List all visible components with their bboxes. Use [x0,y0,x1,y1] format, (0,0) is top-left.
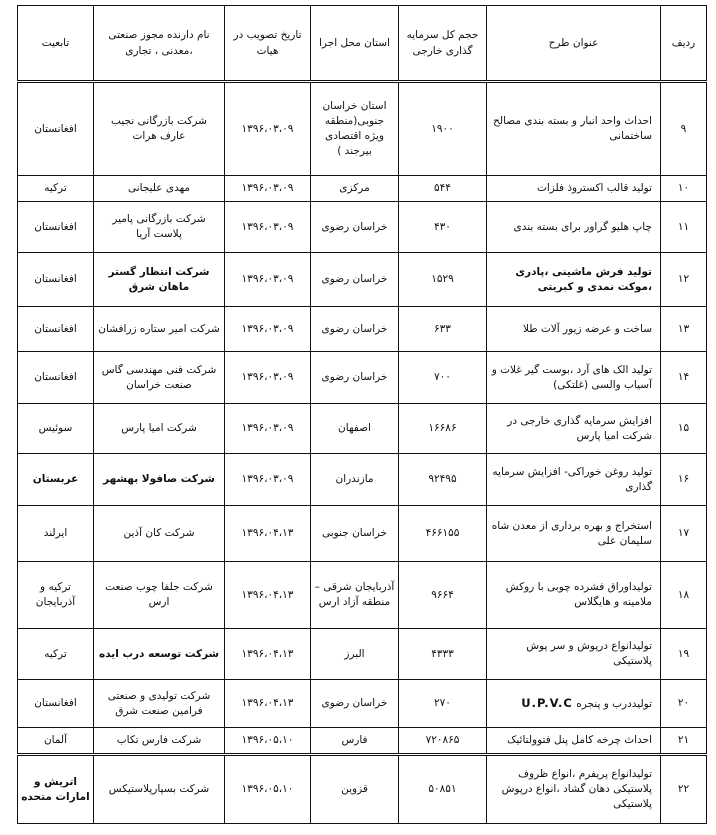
cell-province: خراسان رضوی [311,352,399,404]
cell-title: احداث چرخه کامل پنل فتوولتائیک [487,728,661,755]
cell-volume: ۴۶۶۱۵۵ [399,506,487,562]
cell-holder: شرکت بازرگانی پامیر پلاست آریا [94,202,225,253]
cell-province: فارس [311,728,399,755]
header-nationality: تابعیت [18,6,94,82]
cell-holder: شرکت بازرگانی نجیب عارف هرات [94,82,225,176]
table-row [18,454,707,506]
header-row-no: ردیف [661,6,707,82]
cell-nationality: اتریش و امارات متحده [18,755,94,824]
table-row [18,307,707,352]
cell-nationality: عربستان [18,454,94,506]
cell-row-no: ۱۳ [661,307,707,352]
cell-province: استان خراسان جنوبی(منطقه ویژه اقتصادی بیرجند ) [311,82,399,176]
cell-row-no: ۱۶ [661,454,707,506]
cell-province: خراسان جنوبی [311,506,399,562]
cell-holder: شرکت امیر ستاره زرافشان [94,307,225,352]
cell-row-no: ۱۸ [661,562,707,629]
cell-volume: ۱۵۲۹ [399,253,487,307]
table-row [18,404,707,454]
header-date: تاریخ تصویب در هیات [225,6,311,82]
cell-province: خراسان رضوی [311,680,399,728]
cell-holder: شرکت امیا پارس [94,404,225,454]
cell-row-no: ۱۴ [661,352,707,404]
cell-volume: ۴۳۰ [399,202,487,253]
cell-date: ۱۳۹۶،۰۳،۰۹ [225,253,311,307]
cell-nationality: افغانستان [18,202,94,253]
table-row [18,352,707,404]
cell-holder: شرکت جلفا چوب صنعت ارس [94,562,225,629]
cell-volume: ۶۳۳ [399,307,487,352]
cell-volume: ۵۴۴ [399,176,487,202]
cell-title: افزایش سرمایه گذاری خارجی در شرکت امیا پارس [487,404,661,454]
table-row [18,176,707,202]
cell-province: البرز [311,629,399,680]
table-row [18,562,707,629]
cell-title: تولید روغن خوراکی- افزایش سرمایه گذاری [487,454,661,506]
cell-holder: شرکت توسعه درب ایده [94,629,225,680]
cell-date: ۱۳۹۶،۰۵،۱۰ [225,755,311,824]
title-latin: U.P.V.C [521,695,573,710]
cell-title: تولید فرش ماشینی ،پادری ،موکت نمدی و کبریتی [487,253,661,307]
cell-province: خراسان رضوی [311,202,399,253]
cell-title: تولیدانواع پریفرم ،انواع ظروف پلاستیکی دهان گشاد ،انواع درپوش پلاستیکی [487,755,661,824]
cell-row-no: ۱۲ [661,253,707,307]
cell-row-no: ۱۷ [661,506,707,562]
cell-date: ۱۳۹۶،۰۳،۰۹ [225,352,311,404]
cell-holder: شرکت صافولا بهشهر [94,454,225,506]
cell-province: اصفهان [311,404,399,454]
cell-volume: ۹۲۴۹۵ [399,454,487,506]
cell-province: آذربایجان شرقی – منطقه آزاد ارس [311,562,399,629]
table-row [18,253,707,307]
table-row [18,506,707,562]
header-province: استان محل اجرا [311,6,399,82]
cell-volume: ۴۳۳۳ [399,629,487,680]
cell-title: استخراج و بهره برداری از معدن شاه سلیمان علی [487,506,661,562]
cell-row-no: ۱۵ [661,404,707,454]
cell-volume: ۹۶۶۴ [399,562,487,629]
title-text: تولیددرب و پنجره [576,697,652,710]
cell-volume: ۷۲۰۸۶۵ [399,728,487,755]
header-holder: نام دارنده مجوز صنعتی ،معدنی ، تجاری [94,6,225,82]
table-row [18,629,707,680]
cell-nationality: افغانستان [18,307,94,352]
table-row [18,202,707,253]
cell-row-no: ۱۹ [661,629,707,680]
cell-province: قزوین [311,755,399,824]
document-page [17,5,706,824]
cell-date: ۱۳۹۶،۰۳،۰۹ [225,82,311,176]
cell-nationality: سوئیس [18,404,94,454]
cell-nationality: ایرلند [18,506,94,562]
cell-nationality: ترکیه [18,176,94,202]
cell-holder: شرکت انتظار گستر ماهان شرق [94,253,225,307]
cell-row-no: ۱۱ [661,202,707,253]
cell-holder: شرکت تولیدی و صنعتی فرامین صنعت شرق [94,680,225,728]
header-title: عنوان طرح [487,6,661,82]
cell-title: تولید الک های آرد ،بوست گیر غلات و آسیاب والسی (غلتکی) [487,352,661,404]
cell-title: تولیدانواع درپوش و سر پوش پلاستیکی [487,629,661,680]
cell-date: ۱۳۹۶،۰۴،۱۳ [225,562,311,629]
cell-date: ۱۳۹۶،۰۴،۱۳ [225,680,311,728]
cell-nationality: آلمان [18,728,94,755]
cell-date: ۱۳۹۶،۰۵،۱۰ [225,728,311,755]
table-row [18,680,707,728]
cell-date: ۱۳۹۶،۰۳،۰۹ [225,454,311,506]
cell-volume: ۲۷۰ [399,680,487,728]
cell-row-no: ۲۱ [661,728,707,755]
cell-volume: ۵۰۸۵۱ [399,755,487,824]
cell-row-no: ۹ [661,82,707,176]
cell-holder: شرکت فارس تکاب [94,728,225,755]
cell-date: ۱۳۹۶،۰۳،۰۹ [225,404,311,454]
cell-date: ۱۳۹۶،۰۴،۱۳ [225,506,311,562]
cell-date: ۱۳۹۶،۰۴،۱۳ [225,629,311,680]
cell-holder: شرکت بسپارپلاستیکس [94,755,225,824]
cell-date: ۱۳۹۶،۰۳،۰۹ [225,202,311,253]
cell-nationality: افغانستان [18,82,94,176]
cell-date: ۱۳۹۶،۰۳،۰۹ [225,176,311,202]
cell-province: خراسان رضوی [311,307,399,352]
cell-nationality: افغانستان [18,680,94,728]
cell-province: خراسان رضوی [311,253,399,307]
table-header-row [18,6,707,82]
cell-province: مرکزی [311,176,399,202]
investment-table [17,5,707,824]
cell-title: تولیداوراق فشرده چوبی با روکش ملامینه و هایگلاس [487,562,661,629]
cell-date: ۱۳۹۶،۰۳،۰۹ [225,307,311,352]
cell-holder: شرکت کان آذین [94,506,225,562]
cell-title: ساخت و عرضه زیور آلات طلا [487,307,661,352]
cell-volume: ۱۹۰۰ [399,82,487,176]
cell-holder: شرکت فنی مهندسی گاس صنعت خراسان [94,352,225,404]
cell-nationality: افغانستان [18,352,94,404]
cell-nationality: ترکیه و آذربایجان [18,562,94,629]
header-volume: حجم کل سرمایه گذاری خارجی [399,6,487,82]
cell-holder: مهدی علیجانی [94,176,225,202]
cell-title [487,680,661,728]
cell-province: مازندران [311,454,399,506]
cell-nationality: افغانستان [18,253,94,307]
cell-volume: ۱۶۶۸۶ [399,404,487,454]
cell-title: تولید قالب اکستروذ فلزات [487,176,661,202]
cell-nationality: ترکیه [18,629,94,680]
cell-volume: ۷۰۰ [399,352,487,404]
cell-row-no: ۱۰ [661,176,707,202]
cell-title: چاپ هلیو گراور برای بسته بندی [487,202,661,253]
table-row [18,755,707,824]
table-row [18,82,707,176]
table-row [18,728,707,755]
cell-row-no: ۲۰ [661,680,707,728]
cell-title: احداث واحد انبار و بسته بندی مصالح ساختمانی [487,82,661,176]
cell-row-no: ۲۲ [661,755,707,824]
